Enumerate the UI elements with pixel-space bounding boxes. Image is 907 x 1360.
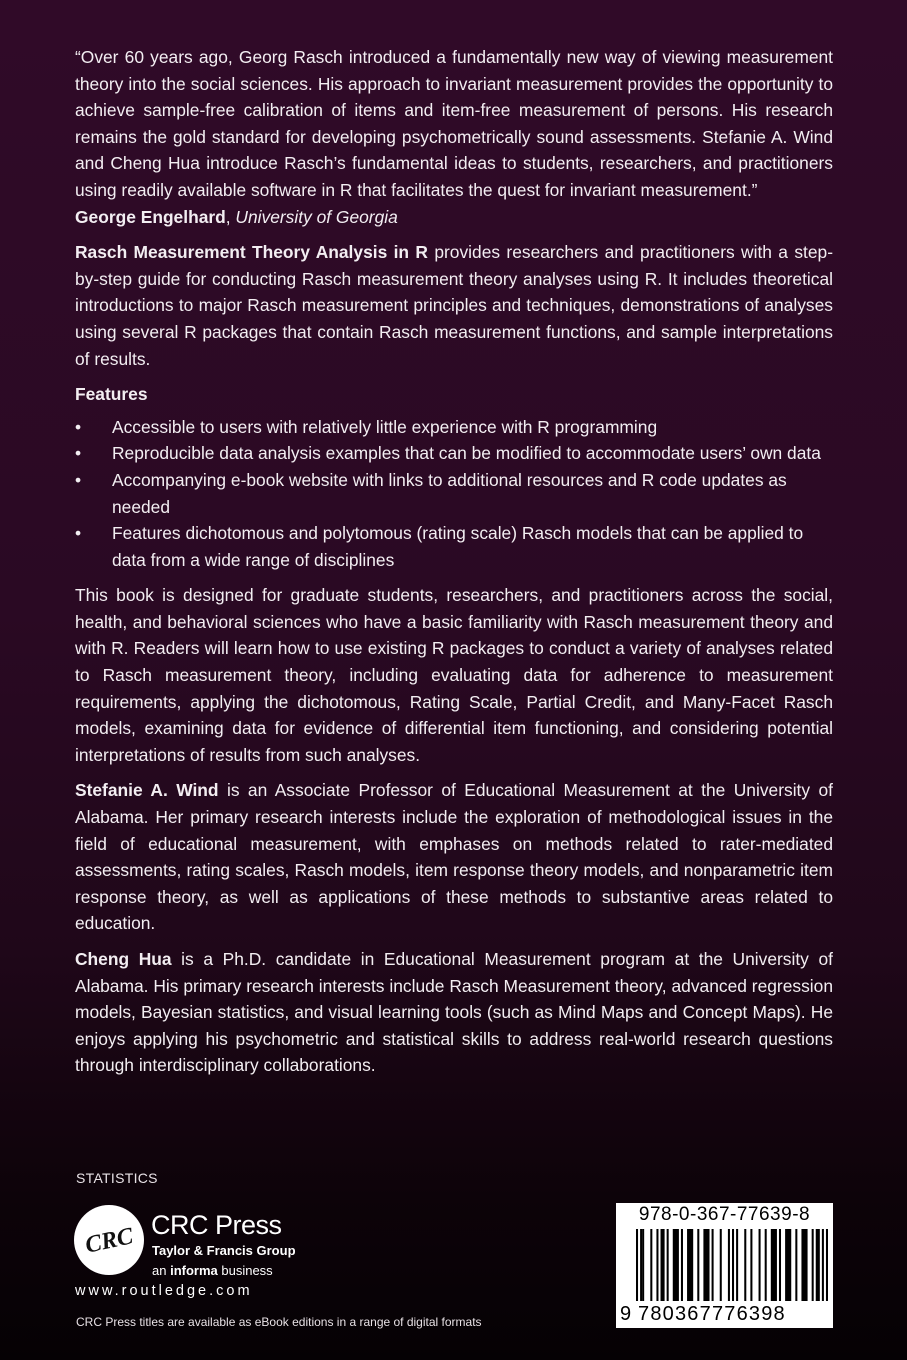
feature-item: • Reproducible data analysis examples that can be modified to accommodate users’ own data (75, 440, 833, 467)
back-cover-text (75, 44, 833, 1079)
barcode-bar (744, 1229, 746, 1301)
features-heading: Features (75, 384, 148, 405)
bullet-icon: • (75, 523, 82, 544)
barcode-bar (771, 1229, 777, 1301)
barcode-bar (712, 1229, 714, 1301)
quote-attribution: George Engelhard, University of Georgia (75, 206, 398, 227)
isbn-label: 978-0-367-77639-8 (638, 1204, 811, 1225)
author-bio-wind (75, 777, 833, 937)
feature-item: • Accompanying e-book website with links to additional resources and R code updates as needed (75, 467, 833, 520)
barcode-bar (812, 1229, 814, 1301)
barcode-bars (636, 1229, 828, 1301)
publisher-website: www.routledge.com (75, 1283, 253, 1299)
feature-item: • Accessible to users with relatively little experience with R programming (75, 414, 833, 441)
barcode-bar (656, 1229, 658, 1301)
barcode-bar (795, 1229, 797, 1301)
barcode-bar (697, 1229, 699, 1301)
barcode-bar (667, 1229, 669, 1301)
publisher-group: Taylor & Francis Group (152, 1243, 296, 1258)
barcode-bar (681, 1229, 683, 1301)
author-name: Cheng Hua (75, 949, 172, 969)
features-list (75, 414, 833, 574)
author-bio-hua (75, 946, 833, 1079)
barcode-bar (720, 1229, 722, 1301)
barcode-bar (801, 1229, 807, 1301)
crc-logo-mark (74, 1205, 144, 1275)
barcode-bar (642, 1229, 644, 1301)
author-name: Stefanie A. Wind (75, 780, 219, 801)
crc-logo-icon (74, 1205, 144, 1275)
barcode-bar (732, 1229, 734, 1301)
barcode-bar (636, 1229, 638, 1301)
feature-item: • Features dichotomous and polytomous (rating scale) Rasch models that can be applied to data from a wide range of disciplines (75, 520, 833, 573)
subject-category: STATISTICS (76, 1170, 158, 1186)
author-bio: is an Associate Professor of Educational Measurement at the University of Alabama. Her primary research interests include the exploration of methodological issues in the field of educational measurement, with emphases on methods related to rater-mediated assessments, rating scales, Rasch models, item response theory models, and nonparametric item response theory, as well as applications of these methods to substantive areas related to education. (75, 780, 833, 934)
isbn-barcode (616, 1203, 833, 1328)
barcode-bar (816, 1229, 820, 1301)
barcode-bar (640, 1229, 642, 1301)
barcode-bar (779, 1229, 781, 1301)
barcode-bar (687, 1229, 693, 1301)
intro-text: provides researchers and practitioners with a step-by-step guide for conducting Rasch measurement theory analyses using R. It includes theoretical introductions to major Rasch measurement principles and techniques, demonstrations of analyses using several R packages that contain Rasch measurement functions, and sample interpretations of results. (75, 242, 833, 369)
ebook-availability-note: CRC Press titles are available as eBook editions in a range of digital formats (76, 1315, 482, 1329)
barcode-bar (765, 1229, 767, 1301)
barcode-bar (673, 1229, 679, 1301)
quote-affiliation: University of Georgia (235, 206, 398, 227)
bullet-icon: • (75, 443, 82, 464)
description-paragraph: This book is designed for graduate students, researchers, and practitioners across the social, health, and behavioral sciences who have a basic familiarity with Rasch measurement theory and with R. Readers will learn how to use existing R packages to conduct a variety of analyses related to Rasch measurement theory, including evaluating data for adherence to measurement requirements, applying the dichotomous, Rating Scale, Partial Credit, and Many-Facet Rasch models, examining data for evidence of differential item functioning, and considering potential interpretations of results from such analyses. (75, 585, 833, 765)
intro-paragraph (75, 239, 833, 372)
quote-author: George Engelhard (75, 206, 226, 227)
publisher-name: CRC Press (151, 1210, 282, 1240)
quote-text: “Over 60 years ago, Georg Rasch introduced a fundamentally new way of viewing measurement theory into the social sciences. His approach to invariant measurement provides the opportunity to achieve sample-free calibration of items and item-free measurement of persons. His research remains the gold standard for developing psychometrically sound assessments. Stefanie A. Wind and Cheng Hua introduce Rasch’s fundamental ideas to students, researchers, and practitioners using readily available software in R that facilitates the quest for invariant measurement.” (75, 47, 833, 200)
barcode-bar (822, 1229, 824, 1301)
crc-logo-text: CRC (83, 1223, 136, 1259)
barcode-digits: 9 780367776398 (620, 1303, 786, 1325)
barcode-bar (750, 1229, 752, 1301)
barcode-bar (661, 1229, 665, 1301)
bullet-icon: • (75, 416, 82, 437)
publisher-business: an informa business (152, 1263, 273, 1278)
book-title: Rasch Measurement Theory Analysis in R (75, 242, 428, 263)
barcode-bar (736, 1229, 738, 1301)
barcode-bar (728, 1229, 730, 1301)
barcode-bar (785, 1229, 791, 1301)
endorsement-quote (75, 44, 833, 204)
barcode-bar (703, 1229, 709, 1301)
barcode-bar (759, 1229, 761, 1301)
author-bio: is a Ph.D. candidate in Educational Measurement program at the University of Alabama. His primary research interests include Rasch Measurement theory, advanced regression models, Bayesian statistics, and visual learning tools (such as Mind Maps and Concept Maps). He enjoys applying his psychometric and statistical skills to address real-world research questions through interdisciplinary collaborations. (75, 949, 833, 1076)
barcode-bar (826, 1229, 828, 1301)
bullet-icon: • (75, 469, 82, 490)
barcode-bar (650, 1229, 652, 1301)
